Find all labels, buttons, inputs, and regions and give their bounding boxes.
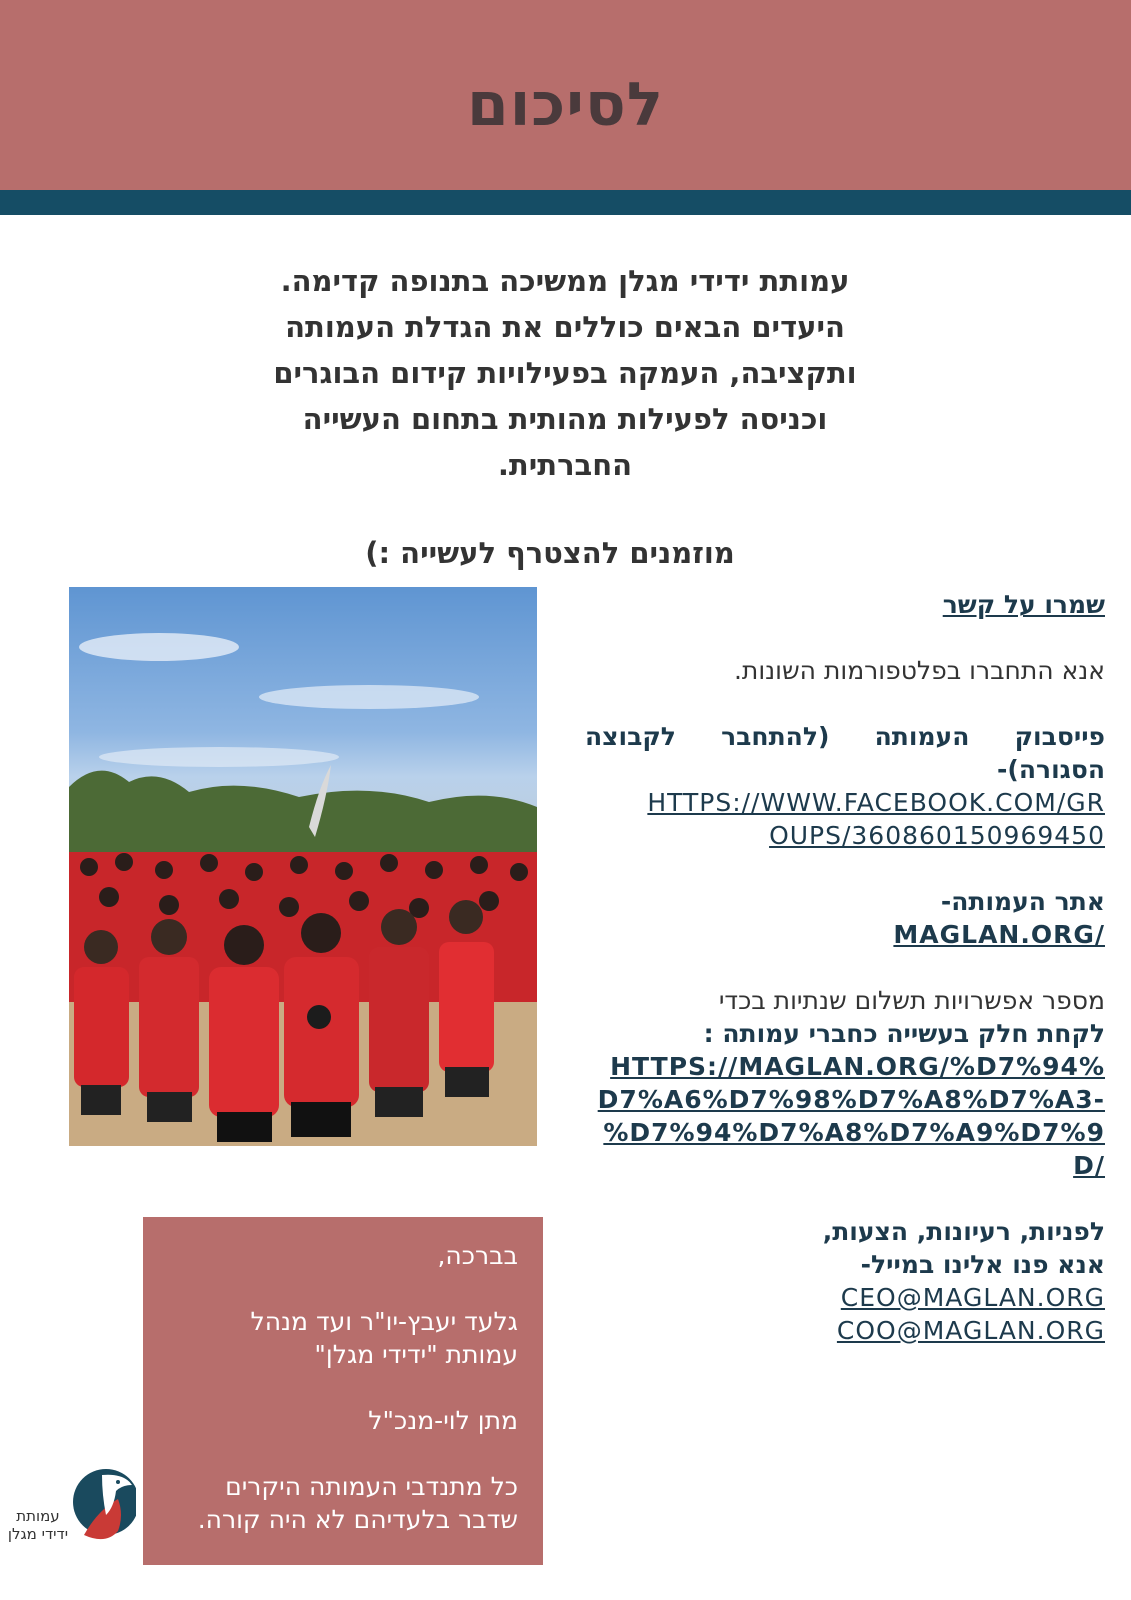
facebook-label: פייסבוק העמותה (להתחבר לקבוצה הסגורה)- xyxy=(585,722,1105,784)
payment-text: מספר אפשרויות תשלום שנתיות בכדי xyxy=(718,986,1105,1015)
signoff-greeting: בברכה, xyxy=(437,1241,518,1270)
signoff-chair: גלעד יעבץ-יו"ר ועד מנהל xyxy=(250,1307,518,1336)
payment-link-line-4[interactable]: D/ xyxy=(1073,1151,1105,1180)
payment-link-line-2[interactable]: D7%A6%D7%98%D7%A8%D7%A3- xyxy=(597,1085,1105,1114)
payment-link-line-1[interactable]: HTTPS://MAGLAN.ORG/%D7%94% xyxy=(610,1052,1105,1081)
logo-line-1: עמותת xyxy=(16,1507,60,1525)
facebook-link-line-2[interactable]: OUPS/360860150969450 xyxy=(769,821,1105,850)
signoff-ceo: מתן לוי-מנכ"ל xyxy=(368,1406,518,1435)
connect-text: אנא התחברו בפלטפורמות השונות. xyxy=(733,656,1105,685)
signoff-box xyxy=(143,1217,543,1565)
inquiries-line-1: לפניות, רעיונות, הצעות, xyxy=(822,1217,1105,1246)
page-title: לסיכום xyxy=(466,70,665,140)
site-label: אתר העמותה- xyxy=(940,887,1105,916)
intro-line: היעדים הבאים כוללים את הגדלת העמותה xyxy=(285,310,845,344)
payment-bold-text: לקחת חלק בעשייה כחברי עמותה : xyxy=(703,1019,1105,1048)
intro-line: החברתית. xyxy=(497,448,633,482)
intro-paragraph xyxy=(225,258,905,488)
runners-crowd-illustration xyxy=(69,587,537,1146)
intro-line: עמותת ידידי מגלן ממשיכה בתנופה קדימה. xyxy=(280,264,850,298)
signoff-volunteers-2: שדבר בלעדיהם לא היה קורה. xyxy=(197,1505,518,1534)
facebook-link-line-1[interactable]: HTTPS://WWW.FACEBOOK.COM/GR xyxy=(647,788,1105,817)
header-divider xyxy=(0,190,1131,215)
email-link-ceo[interactable]: CEO@MAGLAN.ORG xyxy=(840,1283,1105,1312)
payment-link-line-3[interactable]: %D7%94%D7%A8%D7%A9%D7%9 xyxy=(603,1118,1105,1147)
signoff-org: עמותת "ידידי מגלן" xyxy=(314,1340,518,1369)
logo-text xyxy=(4,1507,72,1543)
contact-heading: שמרו על קשר xyxy=(942,590,1105,619)
site-link[interactable]: MAGLAN.ORG/ xyxy=(893,920,1105,949)
event-photo xyxy=(69,587,537,1146)
intro-line: וכניסה לפעילות מהותית בתחום העשייה xyxy=(302,402,828,436)
inquiries-line-2: אנא פנו אלינו במייל- xyxy=(860,1250,1105,1279)
logo-line-2: ידידי מגלן xyxy=(7,1525,69,1543)
contact-section xyxy=(585,588,1105,1347)
email-link-coo[interactable]: COO@MAGLAN.ORG xyxy=(836,1316,1105,1345)
signoff-volunteers-1: כל מתנדבי העמותה היקרים xyxy=(225,1472,518,1501)
signoff-text xyxy=(158,1239,518,1536)
intro-line: ותקציבה, העמקה בפעילויות קידום הבוגרים xyxy=(273,356,857,390)
invite-heading: מוזמנים להצטרף לעשייה :) xyxy=(365,536,735,570)
